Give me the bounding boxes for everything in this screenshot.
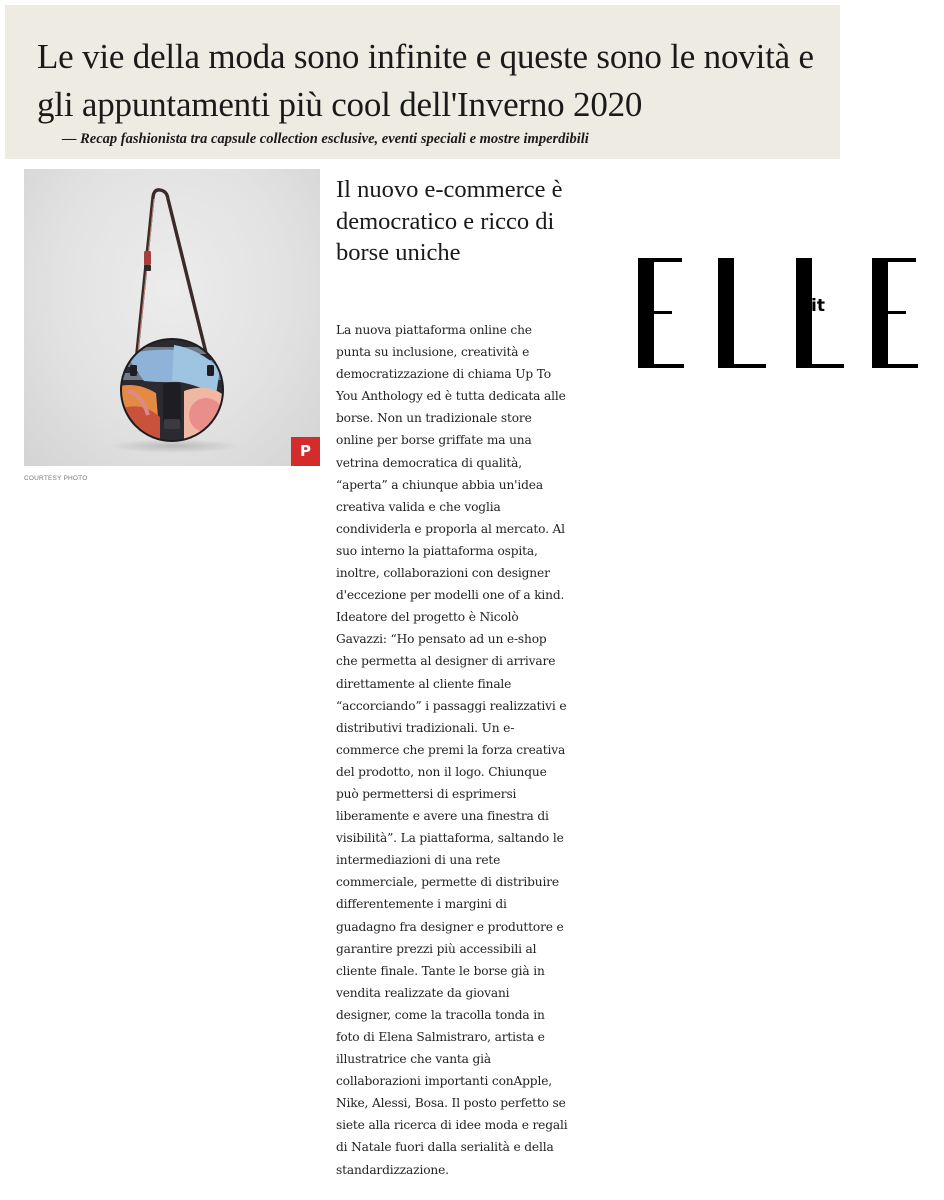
round-bag-illustration (24, 169, 320, 466)
elle-logo-suffix: it (811, 296, 825, 316)
subheadline: — Recap fashionista tra capsule collection esclusive, eventi speciali e mostre imperdibili (62, 131, 589, 147)
article-body: La nuova piattaforma online che punta su inclusione, creatività e democratizzazione di chiama Up To You Anthology ed è tutta dedicata alle borse. Non un tradizionale store online per borse griffate ma una vetrina democratica di qualità, “aperta” a chiunque abbia un'idea creativa valida e che voglia condividerla e proporla al mercato. Al suo interno la piattaforma ospita, inoltre, collaborazioni con designer d'eccezione per modelli one of a kind. Ideatore del progetto è Nicolò Gavazzi: “Ho pensato ad un e-shop che permetta al designer di arrivare direttamente al cliente finale “accorciando” i passaggi realizzativi e distributivi tradizionali. Un e-commerce che premi la forza creativa del prodotto, non il logo. Chiunque può permettersi di esprimersi liberamente e avere una finestra di visibilità”. La piattaforma, saltando le intermediazioni di una rete commerciale, permette di distribuire differentemente i margini di guadagno fra designer e produttore e garantire prezzi più accessibili al cliente finale. Tante le borse già in vendita realizzate da giovani designer, come la tracolla tonda in foto di Elena Salmistraro, artista e illustratrice che vanta già collaborazioni importanti conApple, Nike, Alessi, Bosa. Il posto perfetto se siete alla ricerca di idee moda e regali di Natale fuori dalla serialità e della standardizzazione. (336, 323, 568, 1177)
headline: Le vie della moda sono infinite e queste sono le novità e gli appuntamenti più cool dell'Inverno 2020 (37, 37, 814, 124)
elle-logo-wordmark (638, 258, 920, 370)
header-band (5, 5, 840, 159)
elle-logo (638, 258, 920, 370)
section-title: Il nuovo e-commerce è democratico e ricco di borse uniche (336, 176, 563, 266)
pinterest-share-button[interactable]: P (291, 437, 320, 466)
article-photo (24, 169, 320, 466)
photo-caption: COURTESY PHOTO (24, 475, 88, 482)
